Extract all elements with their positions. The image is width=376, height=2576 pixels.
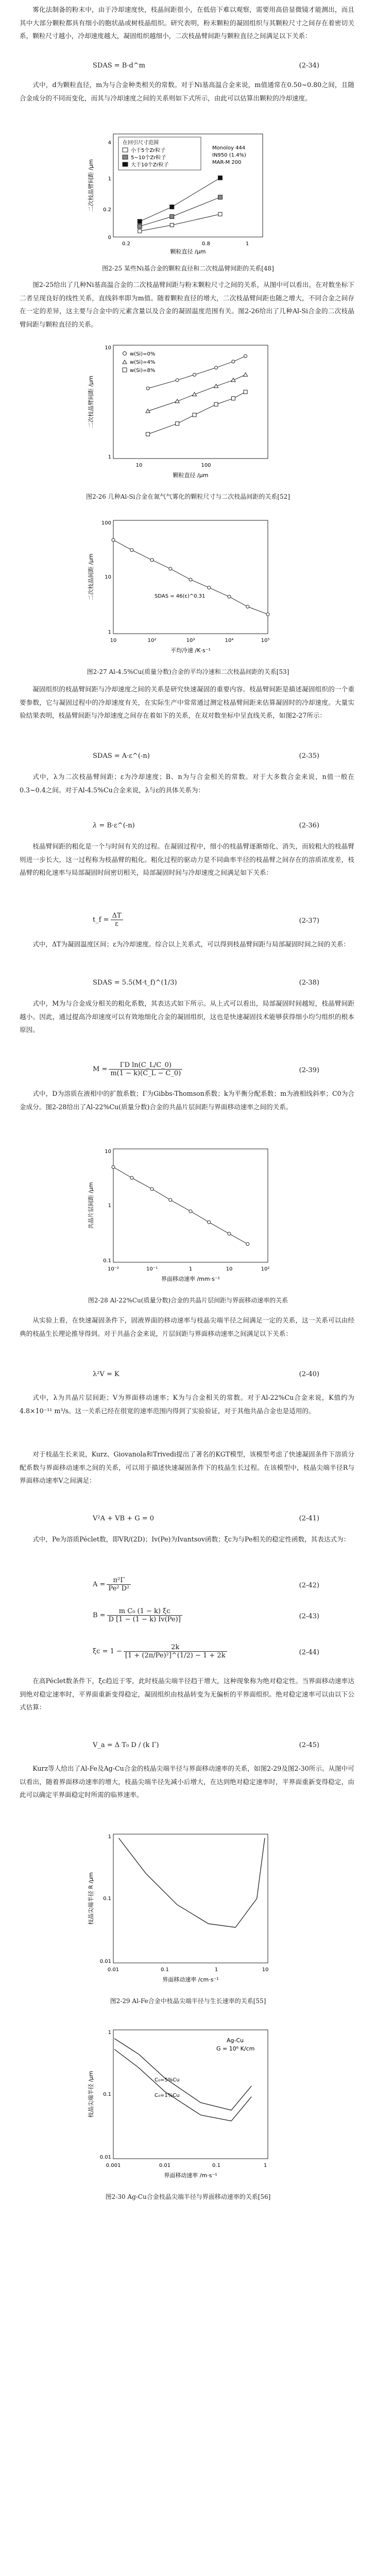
fig30-legend-item-1: C₀=1%Cu xyxy=(155,2093,180,2098)
equation-denominator: Pe² D² xyxy=(108,1585,130,1592)
paragraph-7: 式中，ΔT为凝固温度区间；ε为冷却速度。综合以上关系式，可以得到枝晶臂间距与局部凝固时间之间的关系： xyxy=(32,940,350,948)
fig27-point-3 xyxy=(150,558,153,562)
fig28-xtick-2: 1 xyxy=(189,1266,193,1272)
fig30-xtick-2: 0.1 xyxy=(212,2163,220,2168)
paragraph-12: 对于枝晶生长来说，Kurz、Giovanola和Trivedi提出了著名的KGT模型，该模型考虑了快速凝固条件下溶质分配系数与界面移动速率之间的关系，可以用于描述快速凝固条件下的枝晶生长过程。在该模型中，枝晶尖端半径R与界面移动速率V之间满足： xyxy=(20,1450,354,1484)
equation-lhs: λ xyxy=(93,822,97,829)
fig30-ytick-0: 0.01 xyxy=(99,2155,111,2160)
equation-number: (2-43) xyxy=(299,1613,319,1620)
equation-numerator: π²Γ xyxy=(107,1577,131,1585)
fig26-point-3-6 xyxy=(244,390,247,394)
equation-2-44 xyxy=(93,1643,319,1664)
fig30-xtick-3: 1 xyxy=(263,2163,267,2168)
equation-denominator: D [1 − (1 − k) Iv(Pe)] xyxy=(108,1616,181,1623)
fig28-point-6 xyxy=(208,1221,211,1224)
fig25-ylabel: 二次枝晶臂间距 /μm xyxy=(88,159,94,212)
fig25-series-line-1 xyxy=(140,178,220,222)
fig25-ytick-3: 4 xyxy=(108,140,111,146)
fig29-curve xyxy=(118,1838,265,1927)
equation-body: SDAS = B·d^m xyxy=(93,62,146,70)
fig28-point-8 xyxy=(246,1243,249,1246)
fig25-point-1-2 xyxy=(170,205,174,209)
equation-body: V_a = Δ T₀ D / (k Γ) xyxy=(93,1741,159,1749)
fig27-ytick-0: 1 xyxy=(108,630,111,635)
fig29-xtick-3: 10 xyxy=(262,1967,269,1973)
fig26-legend-item-2: w(Si)=4% xyxy=(130,360,156,365)
fig25-legend-title: 在回引尺寸范围 xyxy=(123,140,159,146)
equation-number: (2-45) xyxy=(299,1741,319,1749)
figure-2-30-caption: 图2-30 Ag-Cu合金枝晶尖端半径与界面移动速率的关系[56] xyxy=(105,2193,271,2200)
fig26-point-3-5 xyxy=(231,397,235,400)
fig25-legend-marker-open xyxy=(123,148,128,152)
figure-2-29-caption: 图2-29 Al-Fe合金中枝晶尖端半径与生长速率的关系[55] xyxy=(110,1997,266,2005)
fig28-ytick-2: 10 xyxy=(105,1149,111,1155)
fig28-xlabel: 界面移动速率 /mm·s⁻¹ xyxy=(161,1276,220,1282)
paragraph-13: 式中，Pe为溶质Péclet数，即VR/(2D)；Iv(Pe)为Ivantsov函数；ξc为与Pe相关的稳定性函数，其表达式为： xyxy=(32,1535,350,1543)
fig29-plot xyxy=(118,1838,265,1927)
fig26-legend-item-1: w(Si)=0% xyxy=(130,351,156,357)
figure-2-27-caption: 图2-27 Al-4.5%Cu(质量分数)合金的平均冷速和二次枝晶间距的关系[53] xyxy=(87,668,289,675)
equation-body: SDAS = 5.5(M·t_f)^(1/3) xyxy=(93,979,177,987)
figure-2-25-caption: 图2-25 某些Ni基合金的颗粒直径和二次枝晶臂间距的关系[48] xyxy=(102,265,274,272)
fig28-ytick-1: 1 xyxy=(108,1203,111,1209)
fig26-point-1-3 xyxy=(193,373,196,376)
equation-lhs: B = xyxy=(93,1612,106,1619)
fig27-point-8 xyxy=(246,605,249,608)
fig25-point-2-2 xyxy=(170,214,174,218)
fig30-ytick-1: 0.1 xyxy=(103,2092,111,2097)
fig25-ytick-0: 0 xyxy=(108,235,111,241)
fig25-point-3-1 xyxy=(138,229,142,233)
equation-2-39 xyxy=(93,1061,319,1082)
paragraph-4: 凝固组织的枝晶臂间距与冷却速度之间的关系是研究快速凝固的重要内容。枝晶臂间距是描述凝固组织的一个重要参数，它与凝固过程中的冷却速度有关，在实际生产中常常通过测定枝晶臂间距来估算凝固时的冷却速度。大量实验结果表明，枝晶臂间距与冷却速度之间存在着如下的关系，在双对数坐标中呈直线关系，如图2-27所示： xyxy=(20,685,354,719)
fig29-xtick-1: 0.1 xyxy=(161,1967,169,1973)
fig26-ytick-1: 10 xyxy=(105,345,111,351)
figure-2-30 xyxy=(77,2020,299,2190)
fig26-point-3-2 xyxy=(176,422,179,426)
equation-2-45 xyxy=(93,1741,319,1756)
fig26-point-2-6 xyxy=(244,372,248,376)
fig26-legend-item-3: w(Si)=8% xyxy=(130,368,156,374)
equation-2-42 xyxy=(93,1577,319,1597)
fig28-xtick-4: 10² xyxy=(261,1266,270,1272)
paragraph-6: 枝晶臂间距的粗化是一个与时间有关的过程。在凝固过程中，细小的枝晶臂逐渐熔化、消失，而较粗大的枝晶臂则进一步长大，这一过程称为枝晶臂的粗化。粗化过程的驱动力是不同曲率半径的枝晶臂之间存在的溶质浓度差，枝晶臂的粗化速率与局部凝固时间密切相关，局部凝固时间与冷却速度之间满足如下关系： xyxy=(20,842,354,876)
fig30-legend-item-2: C₀=5%Cu xyxy=(155,2077,180,2083)
equation-number: (2-35) xyxy=(299,752,319,760)
equation-denominator: ε xyxy=(115,920,118,928)
equation-2-40 xyxy=(93,1370,319,1385)
equation-numerator: m C₀ (1 − k) ξc xyxy=(107,1607,182,1616)
figure-2-26-caption: 图2-26 几种Al-Si合金在氮气气雾化的颗粒尺寸与二次枝晶间距的关系[52] xyxy=(86,493,290,500)
equation-body: SDAS = A·ε^(-n) xyxy=(93,752,150,760)
paragraph-9: 式中，D为溶质在液相中的扩散系数；Γ为Gibbs-Thomson系数；k为平衡分配系数；m为液相线斜率；C0为合金成分。图2-28给出了Al-22%Cu(质量分数)合金的共晶片层间距与界面移动速率之间的关系。 xyxy=(20,1090,354,1111)
figure-2-25 xyxy=(77,118,299,263)
fig30-xlabel: 界面移动速率 /m·s⁻¹ xyxy=(164,2172,217,2179)
fig28-axes-frame xyxy=(113,1149,268,1262)
equation-numerator: 2k xyxy=(124,1643,227,1652)
fig27-ytick-1: 10 xyxy=(105,574,111,580)
fig26-point-2-5 xyxy=(231,378,235,382)
fig25-point-1-3 xyxy=(218,176,223,180)
fig29-svg xyxy=(77,1824,299,1994)
fig25-legend-item-2: 5~10个Zr粒子 xyxy=(131,155,166,161)
fig25-series-label-2: IN950 (1.4%) xyxy=(212,152,246,158)
fig25-svg xyxy=(77,118,299,263)
fig25-point-1-1 xyxy=(138,219,142,224)
fig25-legend xyxy=(118,137,201,170)
fig27-xtick-2: 10³ xyxy=(186,638,195,643)
fig27-ylabel: 二次枝晶间距 /μm xyxy=(88,553,94,601)
fig28-fit-line xyxy=(113,1167,248,1244)
fig27-point-6 xyxy=(208,586,211,589)
fig25-ytick-1: 0.2 xyxy=(103,207,111,213)
paragraph-14: 在高Péclet数条件下，ξc趋近于零，此时枝晶尖端半径趋于增大，这种现象称为绝对稳定性。当界面移动速率达到绝对稳定速率时，平界面重新变得稳定，凝固组织由枝晶转变为无偏析的平界面组织。绝对稳定速率可以由以下公式估算： xyxy=(20,1677,354,1711)
fig25-legend-marker-grey xyxy=(123,155,128,159)
figure-2-28-caption: 图2-28 Al-22%Cu(质量分数)合金的共晶片层间距与界面移动速率的关系 xyxy=(88,1297,288,1304)
fig30-xtick-0: 0.001 xyxy=(106,2163,121,2168)
equation-lhs: ξc = 1 − xyxy=(93,1648,122,1655)
fig25-series-label-1: Monoloy 444 xyxy=(212,145,246,151)
fig27-point-1 xyxy=(112,538,115,541)
fig29-xtick-2: 1 xyxy=(214,1967,218,1973)
equation-number: (2-36) xyxy=(299,822,319,829)
equation-lhs: t_f = xyxy=(93,916,109,924)
figure-2-29 xyxy=(77,1824,299,1994)
fig27-xtick-4: 10⁵ xyxy=(261,638,270,643)
fig28-point-4 xyxy=(169,1198,172,1201)
fig27-point-5 xyxy=(189,578,192,581)
equation-2-38 xyxy=(93,979,319,993)
fig26-xtick-0: 10 xyxy=(135,463,143,468)
fig28-xtick-1: 10⁻¹ xyxy=(146,1266,158,1272)
fig26-point-1-6 xyxy=(244,354,247,358)
fig26-ytick-0: 1 xyxy=(108,454,111,460)
fig27-plot xyxy=(112,538,269,616)
fig26-svg xyxy=(77,335,299,489)
fig26-xlabel: 颗粒直径 /μm xyxy=(173,472,209,479)
fig26-legend xyxy=(123,351,155,374)
paragraph-15: Kurz等人给出了Al-Fe及Ag-Cu合金的枝晶尖端半径与界面移动速率的关系，如图2-29及图2-30所示。从图中可以看出，随着界面移动速率的增大，枝晶尖端半径先减小后增大，在达到绝对稳定速率时，平界面重新变得稳定，由此可以确定平界面稳定时所需的临界速率。 xyxy=(20,1765,354,1799)
fig26-point-1-4 xyxy=(215,366,218,369)
equation-2-36: λ = B·ε^(-n) (2-36) xyxy=(93,822,319,829)
fig25-legend-item-1: 小于5个Zr粒子 xyxy=(131,148,166,154)
equation-2-35 xyxy=(93,752,319,767)
equation-denominator: [1 + (2π/Pe)²]^(1/2) − 1 + 2k xyxy=(125,1652,226,1659)
fig25-legend-item-3: 大于10个Zr粒子 xyxy=(131,162,169,168)
equation-2-43 xyxy=(93,1607,319,1628)
fig26-ylabel: 二次枝晶臂间距 /μm xyxy=(88,376,94,428)
fig26-series-line-3 xyxy=(148,392,246,434)
equation-2-41 xyxy=(93,1515,319,1529)
fig30-svg xyxy=(77,2020,299,2190)
equation-body: λ²V = K xyxy=(93,1370,119,1378)
fig29-ylabel: 枝晶尖端半径 R /μm xyxy=(88,1872,94,1925)
fig25-xlabel: 颗粒直径 /μm xyxy=(170,248,206,255)
fig26-point-3-3 xyxy=(193,413,196,417)
fig25-point-3-3 xyxy=(218,212,222,216)
fig25-xtick-1: 0.8 xyxy=(202,241,210,247)
fig25-point-2-3 xyxy=(218,195,223,199)
fig29-xlabel: 界面移动速率 /cm·s⁻¹ xyxy=(162,1976,219,1983)
fig28-point-3 xyxy=(150,1188,153,1191)
fig27-svg xyxy=(77,510,299,665)
fig27-xtick-0: 10 xyxy=(110,638,117,643)
paragraph-8: 式中，M为与合金成分相关的粗化系数，其表达式如下所示。从上式可以看出，局部凝固时间越短，枝晶臂间距越小。因此，通过提高冷却速度可以有效地细化合金的凝固组织，这也是快速凝固技术能够获得细小均匀组织的根本原因。 xyxy=(20,999,354,1033)
fig26-point-3-4 xyxy=(214,402,218,406)
fig25-series-label-3: MAR-M 200 xyxy=(212,160,242,165)
equation-body: V²A + VB + G = 0 xyxy=(93,1515,155,1522)
paragraph-5: 式中，λ为二次枝晶臂间距；ε为冷却速度；B、n为与合金相关的常数。对于大多数合金来说，n值一般在0.3~0.4之间。对于Al-4.5%Cu合金来说，λ与ε的具体关系为： xyxy=(20,773,354,794)
fig26-legend-marker-3 xyxy=(123,368,127,372)
equation-number: (2-38) xyxy=(299,979,319,987)
figure-2-26 xyxy=(77,335,299,489)
fig26-legend-marker-1 xyxy=(123,352,127,355)
paragraph-10: 从实验上看，在快速凝固条件下，固液界面的移动速率与枝晶尖端半径之间满足一定的关系，这一关系可以由经典的枝晶生长理论推导得到。对于共晶合金来说，片层间距与界面移动速率之间满足以下关系： xyxy=(20,1316,354,1337)
fig25-point-3-2 xyxy=(170,223,174,227)
fig28-xtick-3: 10 xyxy=(226,1266,233,1272)
equation-number: (2-37) xyxy=(299,917,319,925)
fig27-annotation: SDAS = 46(ε)^0.31 xyxy=(155,594,206,599)
equation-number: (2-44) xyxy=(299,1649,319,1656)
fig26-point-2-3 xyxy=(193,393,197,396)
equation-2-34 xyxy=(93,62,319,76)
fig29-ytick-0: 0.01 xyxy=(99,1959,111,1964)
equation-rhs: B·ε^(-n) xyxy=(107,822,135,829)
fig27-point-2 xyxy=(130,549,133,552)
fig25-legend-marker-black xyxy=(123,162,128,166)
fig25-ytick-2: 1 xyxy=(108,176,111,182)
fig25-xtick-2: 1 xyxy=(245,241,249,247)
figure-2-28 xyxy=(77,1139,299,1293)
fig30-annotation-1: Ag-Cu xyxy=(227,2037,244,2044)
equation-denominator: m(1 − k)(C_L − C_0) xyxy=(110,1070,181,1077)
fig26-point-3-1 xyxy=(146,432,150,436)
equation-number: (2-34) xyxy=(299,62,319,70)
fig28-point-1 xyxy=(112,1165,115,1168)
equation-number: (2-39) xyxy=(299,1066,319,1074)
fig27-xtick-1: 10² xyxy=(147,638,157,643)
paragraph-2: 式中，d为颗粒直径，m为与合金种类相关的常数。对于Ni基高温合金来说，m值通常在0.50~0.80之间，且随合金成分的不同而变化，而其与冷却速度之间的关系则如下式所示，由此可以估算出颗粒的冷却速度。 xyxy=(20,81,354,102)
fig28-point-7 xyxy=(228,1232,231,1235)
fig26-plot xyxy=(146,354,248,436)
fig30-ylabel: 枝晶尖端半径 /μm xyxy=(88,2071,94,2118)
equation-numerator: ΔT xyxy=(111,912,123,920)
fig28-ylabel: 共晶片层间距 /μm xyxy=(88,1182,94,1229)
fig27-fit-line xyxy=(113,540,268,614)
paragraph-11: 式中，λ为共晶片层间距；V为界面移动速率；K为与合金相关的常数。对于Al-22%Cu合金来说，K值约为4.8×10⁻¹¹ m³/s。这一关系已经在很宽的速率范围内得到了实验验证，对于其他共晶合金也是适用的。 xyxy=(20,1394,354,1415)
fig28-xtick-0: 10⁻² xyxy=(107,1266,119,1272)
equation-number: (2-42) xyxy=(299,1582,319,1589)
fig25-point-2-1 xyxy=(138,224,142,228)
fig27-xtick-3: 10⁴ xyxy=(225,638,234,643)
fig27-ytick-2: 100 xyxy=(101,520,111,526)
fig30-annotation-2: G = 10⁶ K/cm xyxy=(216,2045,255,2052)
fig27-point-7 xyxy=(228,595,231,598)
fig26-series-line-1 xyxy=(148,356,246,388)
fig26-xtick-1: 100 xyxy=(201,463,211,468)
fig25-plot xyxy=(138,176,222,233)
fig25-series-line-2 xyxy=(140,197,220,226)
fig26-point-1-2 xyxy=(176,379,179,382)
fig28-point-2 xyxy=(130,1176,133,1179)
fig26-point-2-2 xyxy=(175,399,179,403)
figure-2-27 xyxy=(77,510,299,665)
equation-number: (2-40) xyxy=(299,1370,319,1378)
fig27-axes-frame xyxy=(113,520,268,634)
fig28-point-5 xyxy=(189,1210,192,1213)
fig25-xtick-0: 0.2 xyxy=(122,241,130,247)
fig26-point-1-1 xyxy=(146,387,149,390)
fig27-xlabel: 平均冷速 /K·s⁻¹ xyxy=(170,647,211,654)
fig28-plot xyxy=(112,1165,249,1245)
fig26-series-line-2 xyxy=(148,375,246,411)
fig27-point-4 xyxy=(169,567,172,570)
equation-2-37 xyxy=(93,912,319,933)
equation-numerator: ΓD ln(C_L/C_0) xyxy=(109,1061,182,1070)
equation-lhs: M = xyxy=(93,1065,108,1073)
equation-number: (2-41) xyxy=(299,1515,319,1522)
fig26-point-1-5 xyxy=(232,360,235,363)
fig30-xtick-1: 0.01 xyxy=(159,2163,171,2168)
fig29-ytick-1: 0.1 xyxy=(103,1896,111,1902)
equation-lhs: A = xyxy=(93,1581,106,1588)
paragraph-3: 图2-25给出了几种Ni基高温合金的二次枝晶臂间距与粉末颗粒尺寸之间的关系，从图中可以看出，在对数坐标下二者呈现良好的线性关系，直线斜率即为m值。随着颗粒直径的增大，二次枝晶臂间距也随之增大，不同合金之间存在一定的差异，这主要与合金中的元素含量以及合金的凝固温度范围有关。图2-26给出了几种Al-Si合金的二次枝晶臂间距与颗粒直径的关系。 xyxy=(20,281,354,328)
fig29-xtick-0: 0.01 xyxy=(107,1967,119,1973)
fig28-ytick-0: 0.1 xyxy=(103,1258,111,1264)
fig26-legend-marker-2 xyxy=(123,360,127,364)
fig28-svg xyxy=(77,1139,299,1293)
fig29-axes-frame xyxy=(113,1834,268,1963)
fig27-point-9 xyxy=(266,613,269,616)
fig30-ytick-2: 1 xyxy=(108,2030,111,2036)
fig29-ytick-2: 1 xyxy=(108,1834,111,1840)
paragraph-1: 雾化法制备的粉末中，由于冷却速度快，枝晶间距很小，在低倍下难以观察，需要用高倍显微镜才能测出，而且其中大部分颗粒都具有细小的胞状晶或树枝晶组织。研究表明，粉末颗粒的凝固组织与其颗粒尺寸之间存在着密切关系，颗粒尺寸越小，冷却速度越大，凝固组织越细小，二次枝晶臂间距与颗粒直径之间满足以下关系： xyxy=(20,6,354,40)
